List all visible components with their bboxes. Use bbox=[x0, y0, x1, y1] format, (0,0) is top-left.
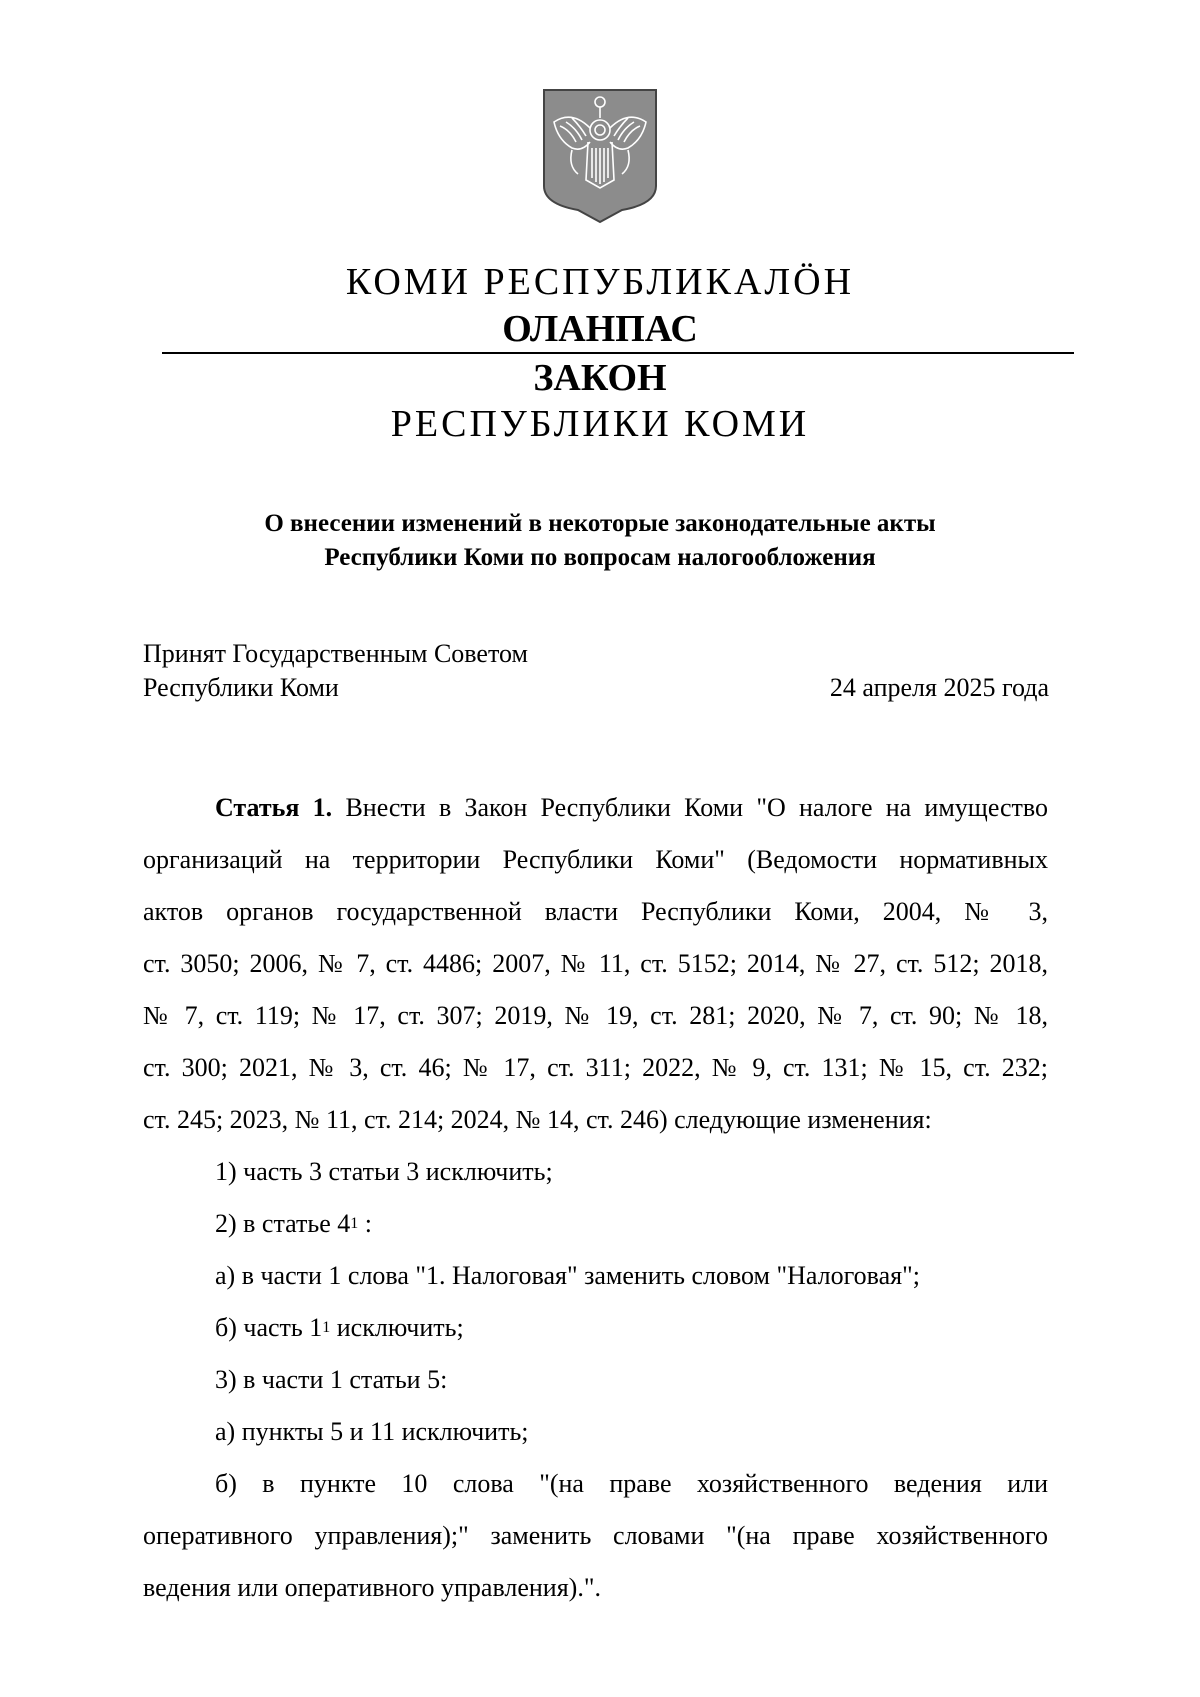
article-paragraph-line bbox=[143, 782, 1048, 834]
header-republic-name: РЕСПУБЛИКИ КОМИ bbox=[390, 403, 810, 445]
list-item bbox=[143, 1302, 1048, 1354]
coat-of-arms-emblem bbox=[542, 88, 658, 224]
article-paragraph-line: организаций на территории Республики Коми" (Ведомости нормативных bbox=[143, 845, 1048, 874]
superscript: 1 bbox=[350, 1215, 359, 1232]
article-paragraph-line: актов органов государственной власти Республики Коми, 2004, № 3, bbox=[143, 897, 1048, 926]
header-komi-name: КОМИ РЕСПУБЛИКАЛÖН bbox=[345, 261, 855, 303]
article-text: Внести в Закон Республики Коми "О налоге на имущество bbox=[345, 793, 1048, 822]
article-paragraph-line: ст. 3050; 2006, № 7, ст. 4486; 2007, № 11, ст. 5152; 2014, № 27, ст. 512; 2018, bbox=[143, 949, 1048, 978]
list-item: б) в пункте 10 слова "(на праве хозяйственного ведения или bbox=[215, 1469, 1048, 1498]
adoption-date: 24 апреля 2025 года bbox=[829, 673, 1049, 702]
article-paragraph-line: ст. 245; 2023, № 11, ст. 214; 2024, № 14, ст. 246) следующие изменения: bbox=[143, 1105, 932, 1134]
article-paragraph-line: № 7, ст. 119; № 17, ст. 307; 2019, № 19, ст. 281; 2020, № 7, ст. 90; № 18, bbox=[143, 1001, 1048, 1030]
header-zakon: ЗАКОН bbox=[533, 357, 667, 399]
list-item: а) в части 1 слова "1. Налоговая" заменить словом "Налоговая"; bbox=[215, 1261, 920, 1290]
article-1 bbox=[143, 782, 1048, 1614]
law-title-line: О внесении изменений в некоторые законодательные акты bbox=[264, 510, 936, 537]
list-item: 3) в части 1 статьи 5: bbox=[215, 1365, 448, 1394]
article-paragraph-line: ст. 300; 2021, № 3, ст. 46; № 17, ст. 311; 2022, № 9, ст. 131; № 15, ст. 232; bbox=[143, 1053, 1048, 1082]
list-item-text: исключить; bbox=[330, 1313, 464, 1342]
law-title-line: Республики Коми по вопросам налогообложения bbox=[324, 544, 876, 571]
article-heading: Статья 1. bbox=[215, 793, 333, 822]
list-item-continuation: оперативного управления);" заменить словами "(на праве хозяйственного bbox=[143, 1521, 1048, 1550]
list-item-text: : bbox=[358, 1209, 373, 1238]
adoption-statement bbox=[143, 637, 528, 705]
list-item: 1) часть 3 статьи 3 исключить; bbox=[215, 1157, 553, 1186]
adoption-line: Республики Коми bbox=[143, 673, 339, 702]
superscript: 1 bbox=[322, 1319, 331, 1336]
list-item bbox=[143, 1198, 1048, 1250]
list-item-text: 2) в статье 4 bbox=[215, 1209, 351, 1238]
adoption-line: Принят Государственным Советом bbox=[143, 639, 528, 668]
list-item-continuation: ведения или оперативного управления).". bbox=[143, 1573, 601, 1602]
header-olanpas: ОЛАНПАС bbox=[502, 308, 698, 350]
law-title bbox=[0, 507, 1200, 575]
list-item: а) пункты 5 и 11 исключить; bbox=[215, 1417, 529, 1446]
list-item-text: б) часть 1 bbox=[215, 1313, 323, 1342]
